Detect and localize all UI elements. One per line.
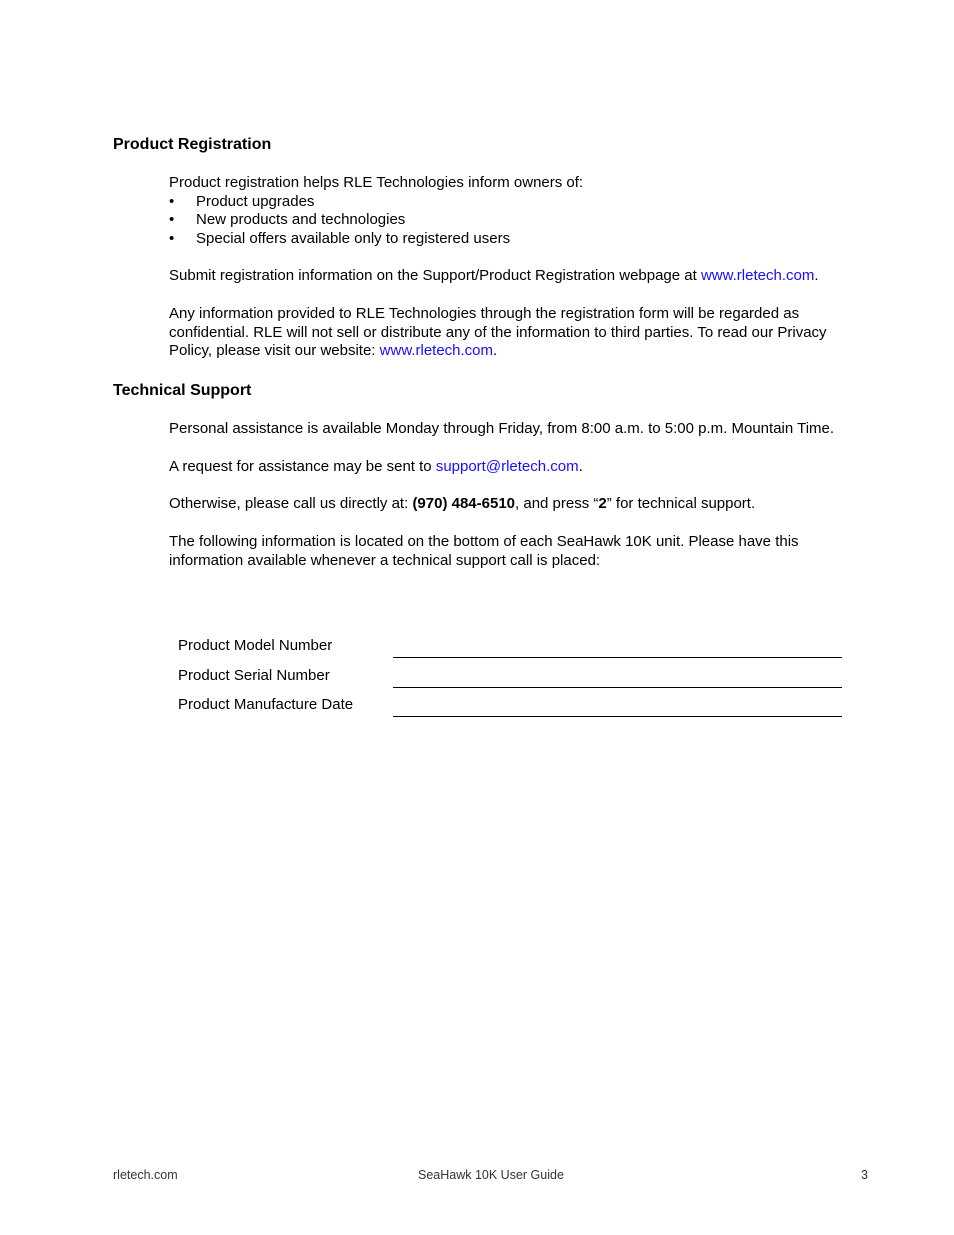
bullet-icon: • [169, 229, 175, 247]
call-text: , and press “ [515, 495, 599, 512]
call-text: Otherwise, please call us directly at: [169, 495, 413, 512]
press-key: 2 [598, 495, 607, 512]
product-model-number-line [393, 657, 842, 658]
registration-intro: Product registration helps RLE Technologies inform owners of: [169, 174, 584, 191]
list-item-text: New products and technologies [196, 211, 406, 228]
privacy-paragraph [169, 305, 857, 361]
list-item-text: Product upgrades [196, 192, 315, 210]
product-serial-number-label: Product Serial Number [178, 667, 330, 684]
privacy-text: Any information provided to RLE Technologies through the registration form will be regarded as confidential. RLE will not sell or distribute any of the information to third parties. To read our Privacy Policy, please visit our website: [169, 305, 827, 359]
submit-text: Submit registration information on the Support/Product Registration webpage at [169, 267, 701, 284]
product-model-number-field[interactable] [178, 637, 842, 659]
support-email-paragraph [169, 458, 869, 477]
call-text: ” for technical support. [606, 495, 756, 512]
punctuation: . [493, 342, 498, 359]
registration-intro-block [169, 174, 869, 248]
product-registration-heading: Product Registration [113, 136, 272, 153]
list-item [169, 230, 869, 249]
list-item [169, 193, 869, 212]
footer-guide-title: SeaHawk 10K User Guide [418, 1168, 564, 1182]
punctuation: . [814, 267, 819, 284]
footer-website: rletech.com [113, 1168, 178, 1182]
registration-submit-paragraph [169, 267, 869, 286]
bullet-icon: • [169, 192, 175, 210]
support-phone-number: (970) 484-6510 [412, 495, 516, 512]
product-serial-number-field[interactable] [178, 667, 842, 689]
list-item [169, 211, 869, 230]
registration-website-link[interactable]: www.rletech.com [700, 267, 815, 284]
product-model-number-label: Product Model Number [178, 637, 333, 654]
technical-support-heading: Technical Support [113, 382, 252, 399]
support-hours-paragraph: Personal assistance is available Monday through Friday, from 8:00 a.m. to 5:00 p.m. Mountain Time. [169, 420, 835, 437]
bullet-icon: • [169, 211, 175, 228]
product-manufacture-date-field[interactable] [178, 696, 842, 718]
email-text: A request for assistance may be sent to [169, 458, 436, 475]
registration-benefits-list [169, 193, 869, 249]
product-manufacture-date-line [393, 716, 842, 717]
list-item-text: Special offers available only to registered users [196, 229, 511, 247]
support-email-link[interactable]: support@rletech.com [435, 458, 579, 475]
product-serial-number-line [393, 687, 842, 688]
product-manufacture-date-label: Product Manufacture Date [178, 696, 354, 713]
punctuation: . [578, 458, 583, 475]
support-phone-paragraph [169, 495, 869, 514]
privacy-website-link[interactable]: www.rletech.com [379, 342, 494, 359]
footer-page-number: 3 [861, 1168, 868, 1182]
unit-info-paragraph: The following information is located on the bottom of each SeaHawk 10K unit. Please have this information available whenever a technical support call is placed: [169, 533, 799, 569]
